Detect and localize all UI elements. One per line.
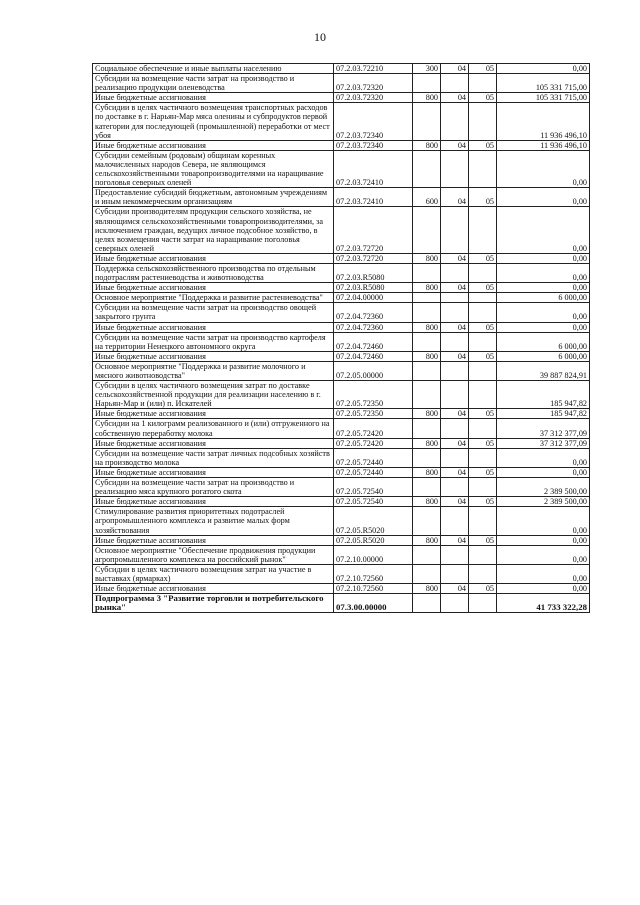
row-subsection	[469, 381, 497, 409]
row-code: 07.2.10.00000	[334, 545, 413, 564]
row-subsection	[469, 303, 497, 322]
row-expense-type	[413, 478, 441, 497]
row-code: 07.2.05.72350	[334, 409, 413, 419]
table-row	[93, 381, 590, 409]
row-sum: 0,00	[497, 263, 590, 282]
table-row	[93, 332, 590, 351]
row-name: Основное мероприятие "Обеспечение продвижения продукции агропромышленного комплекса на российский рынок"	[93, 545, 334, 564]
row-subsection	[469, 564, 497, 583]
row-expense-type	[413, 594, 441, 613]
row-subsection	[469, 448, 497, 467]
row-name: Иные бюджетные ассигнования	[93, 584, 334, 594]
row-name: Социальное обеспечение и иные выплаты населению	[93, 64, 334, 74]
row-code: 07.2.03.72320	[334, 74, 413, 93]
table-row	[93, 535, 590, 545]
row-section: 04	[441, 253, 469, 263]
row-section	[441, 507, 469, 535]
row-code: 07.2.04.72460	[334, 351, 413, 361]
row-name: Иные бюджетные ассигнования	[93, 351, 334, 361]
table-row	[93, 283, 590, 293]
row-sum: 0,00	[497, 207, 590, 253]
row-subsection: 05	[469, 283, 497, 293]
table-row	[93, 351, 590, 361]
row-subsection	[469, 207, 497, 253]
row-expense-type	[413, 564, 441, 583]
row-sum: 0,00	[497, 64, 590, 74]
row-section: 04	[441, 438, 469, 448]
row-sum: 2 389 500,00	[497, 478, 590, 497]
row-section: 04	[441, 497, 469, 507]
row-name: Основное мероприятие "Поддержка и развитие растениеводства"	[93, 293, 334, 303]
row-name: Основное мероприятие "Поддержка и развитие молочного и мясного животноводства"	[93, 361, 334, 380]
row-section	[441, 478, 469, 497]
row-code: 07.2.03.72410	[334, 188, 413, 207]
row-sum: 0,00	[497, 584, 590, 594]
row-subsection: 05	[469, 409, 497, 419]
row-section	[441, 381, 469, 409]
row-name: Иные бюджетные ассигнования	[93, 535, 334, 545]
row-expense-type: 800	[413, 467, 441, 477]
row-name: Иные бюджетные ассигнования	[93, 283, 334, 293]
row-sum: 185 947,82	[497, 409, 590, 419]
table-row	[93, 507, 590, 535]
row-subsection: 05	[469, 497, 497, 507]
row-sum: 0,00	[497, 150, 590, 187]
row-section	[441, 103, 469, 140]
row-expense-type: 800	[413, 497, 441, 507]
table-row	[93, 409, 590, 419]
row-name: Стимулирование развития приоритетных подотраслей агропромышленного комплекса и развитие малых форм хозяйствования	[93, 507, 334, 535]
row-name: Иные бюджетные ассигнования	[93, 497, 334, 507]
row-name: Иные бюджетные ассигнования	[93, 409, 334, 419]
row-section	[441, 361, 469, 380]
table-row	[93, 322, 590, 332]
row-code: 07.2.05.72420	[334, 419, 413, 438]
row-expense-type	[413, 263, 441, 282]
row-subsection: 05	[469, 64, 497, 74]
row-name: Субсидии на возмещение части затрат на производство картофеля на территории Ненецкого автономного округа	[93, 332, 334, 351]
row-subsection: 05	[469, 467, 497, 477]
row-code: 07.2.03.72210	[334, 64, 413, 74]
row-sum: 6 000,00	[497, 332, 590, 351]
row-name: Субсидии на возмещение части затрат на производство и реализацию продукции оленеводства	[93, 74, 334, 93]
row-sum: 0,00	[497, 283, 590, 293]
row-code: 07.2.05.72440	[334, 467, 413, 477]
row-sum: 0,00	[497, 322, 590, 332]
row-sum: 37 312 377,09	[497, 438, 590, 448]
table-row	[93, 64, 590, 74]
row-subsection	[469, 545, 497, 564]
row-expense-type: 800	[413, 535, 441, 545]
row-code: 07.2.05.R5020	[334, 535, 413, 545]
table-row	[93, 93, 590, 103]
table-row	[93, 594, 590, 613]
row-subsection	[469, 150, 497, 187]
row-subsection	[469, 263, 497, 282]
row-sum: 11 936 496,10	[497, 140, 590, 150]
row-name: Субсидии на возмещение части затрат личных подсобных хозяйств на производство молока	[93, 448, 334, 467]
table-row	[93, 263, 590, 282]
row-subsection	[469, 74, 497, 93]
table-row	[93, 419, 590, 438]
row-name: Подпрограмма 3 "Развитие торговли и потребительского рынка"	[93, 594, 334, 613]
row-section: 04	[441, 283, 469, 293]
row-section: 04	[441, 140, 469, 150]
row-name: Субсидии в целях частичного возмещения затрат на участие в выставках (ярмарках)	[93, 564, 334, 583]
row-code: 07.2.03.72340	[334, 103, 413, 140]
row-sum: 0,00	[497, 253, 590, 263]
table-row	[93, 448, 590, 467]
row-name: Иные бюджетные ассигнования	[93, 438, 334, 448]
row-subsection: 05	[469, 322, 497, 332]
row-expense-type: 800	[413, 438, 441, 448]
row-sum: 2 389 500,00	[497, 497, 590, 507]
budget-table	[92, 63, 590, 613]
row-code: 07.2.05.72440	[334, 448, 413, 467]
row-code: 07.2.03.R5080	[334, 263, 413, 282]
row-section	[441, 332, 469, 351]
row-sum: 185 947,82	[497, 381, 590, 409]
row-subsection: 05	[469, 584, 497, 594]
row-expense-type	[413, 448, 441, 467]
row-expense-type: 800	[413, 351, 441, 361]
row-name: Субсидии на 1 килограмм реализованного и (или) отгруженного на собственную переработку молока	[93, 419, 334, 438]
row-sum: 6 000,00	[497, 293, 590, 303]
row-expense-type	[413, 74, 441, 93]
row-section	[441, 545, 469, 564]
row-code: 07.2.03.R5080	[334, 283, 413, 293]
row-expense-type: 300	[413, 64, 441, 74]
row-sum: 0,00	[497, 188, 590, 207]
row-section	[441, 293, 469, 303]
row-sum: 0,00	[497, 448, 590, 467]
row-expense-type: 800	[413, 93, 441, 103]
row-expense-type	[413, 293, 441, 303]
row-expense-type: 600	[413, 188, 441, 207]
row-subsection: 05	[469, 253, 497, 263]
row-code: 07.2.05.72420	[334, 438, 413, 448]
table-row	[93, 188, 590, 207]
row-code: 07.2.03.72340	[334, 140, 413, 150]
row-subsection	[469, 332, 497, 351]
row-section: 04	[441, 322, 469, 332]
row-sum: 105 331 715,00	[497, 74, 590, 93]
row-code: 07.2.03.72720	[334, 253, 413, 263]
row-code: 07.2.05.72350	[334, 381, 413, 409]
row-sum: 0,00	[497, 507, 590, 535]
table-row	[93, 478, 590, 497]
row-subsection: 05	[469, 140, 497, 150]
row-section	[441, 263, 469, 282]
row-subsection	[469, 419, 497, 438]
row-section	[441, 303, 469, 322]
row-sum: 0,00	[497, 545, 590, 564]
row-expense-type	[413, 381, 441, 409]
row-section	[441, 448, 469, 467]
row-code: 07.2.10.72560	[334, 564, 413, 583]
row-name: Субсидии в целях частичного возмещения затрат по доставке сельскохозяйственной продукции для реализации населению в г. Нарьян-Мар и (или) п. Искателей	[93, 381, 334, 409]
row-section: 04	[441, 409, 469, 419]
row-code: 07.3.00.00000	[334, 594, 413, 613]
row-name: Иные бюджетные ассигнования	[93, 253, 334, 263]
row-section: 04	[441, 93, 469, 103]
table-row	[93, 564, 590, 583]
row-name: Иные бюджетные ассигнования	[93, 467, 334, 477]
row-subsection	[469, 361, 497, 380]
table-row	[93, 74, 590, 93]
table-row	[93, 150, 590, 187]
row-code: 07.2.05.72540	[334, 497, 413, 507]
row-code: 07.2.04.00000	[334, 293, 413, 303]
row-expense-type: 800	[413, 253, 441, 263]
table-row	[93, 467, 590, 477]
row-sum: 6 000,00	[497, 351, 590, 361]
row-name: Иные бюджетные ассигнования	[93, 93, 334, 103]
row-expense-type	[413, 303, 441, 322]
row-sum: 11 936 496,10	[497, 103, 590, 140]
table-row	[93, 103, 590, 140]
row-section: 04	[441, 64, 469, 74]
row-subsection	[469, 594, 497, 613]
row-section: 04	[441, 351, 469, 361]
row-name: Субсидии на возмещение части затрат на производство и реализацию мяса крупного рогатого скота	[93, 478, 334, 497]
row-sum: 39 887 824,91	[497, 361, 590, 380]
table-row	[93, 545, 590, 564]
row-sum: 0,00	[497, 535, 590, 545]
row-section: 04	[441, 467, 469, 477]
table-row	[93, 207, 590, 253]
row-expense-type	[413, 507, 441, 535]
table-row	[93, 361, 590, 380]
row-sum: 0,00	[497, 303, 590, 322]
row-code: 07.2.03.72720	[334, 207, 413, 253]
table-row	[93, 293, 590, 303]
table-row	[93, 497, 590, 507]
row-subsection: 05	[469, 535, 497, 545]
row-expense-type: 800	[413, 140, 441, 150]
row-code: 07.2.03.72320	[334, 93, 413, 103]
row-section	[441, 419, 469, 438]
row-expense-type: 800	[413, 409, 441, 419]
page-number: 10	[314, 30, 326, 44]
row-code: 07.2.10.72560	[334, 584, 413, 594]
row-code: 07.2.04.72360	[334, 303, 413, 322]
row-name: Субсидии в целях частичного возмещения транспортных расходов по доставке в г. Нарьян-Мар мяса оленины и субпродуктов первой категории для последующей (промышленной) переработки от мест убоя	[93, 103, 334, 140]
row-subsection	[469, 103, 497, 140]
row-code: 07.2.03.72410	[334, 150, 413, 187]
row-name: Иные бюджетные ассигнования	[93, 322, 334, 332]
row-subsection: 05	[469, 93, 497, 103]
row-section	[441, 150, 469, 187]
table-row	[93, 140, 590, 150]
row-subsection: 05	[469, 188, 497, 207]
table-row	[93, 584, 590, 594]
row-name: Иные бюджетные ассигнования	[93, 140, 334, 150]
row-expense-type	[413, 103, 441, 140]
row-name: Предоставление субсидий бюджетным, автономным учреждениям и иным некоммерческим организациям	[93, 188, 334, 207]
row-sum: 37 312 377,09	[497, 419, 590, 438]
row-sum: 0,00	[497, 564, 590, 583]
row-expense-type	[413, 419, 441, 438]
table-row	[93, 438, 590, 448]
row-subsection: 05	[469, 438, 497, 448]
row-expense-type	[413, 545, 441, 564]
row-section: 04	[441, 188, 469, 207]
row-expense-type	[413, 150, 441, 187]
row-code: 07.2.05.00000	[334, 361, 413, 380]
row-code: 07.2.05.72540	[334, 478, 413, 497]
row-code: 07.2.05.R5020	[334, 507, 413, 535]
row-expense-type: 800	[413, 322, 441, 332]
row-section	[441, 207, 469, 253]
row-expense-type	[413, 207, 441, 253]
row-name: Субсидии на возмещение части затрат на производство овощей закрытого грунта	[93, 303, 334, 322]
row-sum: 41 733 322,28	[497, 594, 590, 613]
row-expense-type: 800	[413, 283, 441, 293]
row-sum: 0,00	[497, 467, 590, 477]
row-section: 04	[441, 584, 469, 594]
row-section	[441, 564, 469, 583]
row-subsection	[469, 293, 497, 303]
row-expense-type	[413, 361, 441, 380]
row-name: Поддержка сельскохозяйственного производства по отдельным подотраслям растениеводства и животноводства	[93, 263, 334, 282]
row-sum: 105 331 715,00	[497, 93, 590, 103]
row-section	[441, 594, 469, 613]
row-subsection	[469, 478, 497, 497]
row-expense-type: 800	[413, 584, 441, 594]
row-code: 07.2.04.72360	[334, 322, 413, 332]
table-row	[93, 253, 590, 263]
row-subsection: 05	[469, 351, 497, 361]
row-subsection	[469, 507, 497, 535]
row-name: Субсидии производителям продукции сельского хозяйства, не являющимся сельскохозяйственными товаропроизводителями, за исключением граждан, ведущих личное подсобное хозяйство, в целях возмещения части затрат на наращивание поголовья северных оленей	[93, 207, 334, 253]
table-row	[93, 303, 590, 322]
row-name: Субсидии семейным (родовым) общинам коренных малочисленных народов Севера, не являющимся сельскохозяйственными товаропроизводителями на наращивание поголовья северных оленей	[93, 150, 334, 187]
row-code: 07.2.04.72460	[334, 332, 413, 351]
row-section	[441, 74, 469, 93]
row-section: 04	[441, 535, 469, 545]
row-expense-type	[413, 332, 441, 351]
